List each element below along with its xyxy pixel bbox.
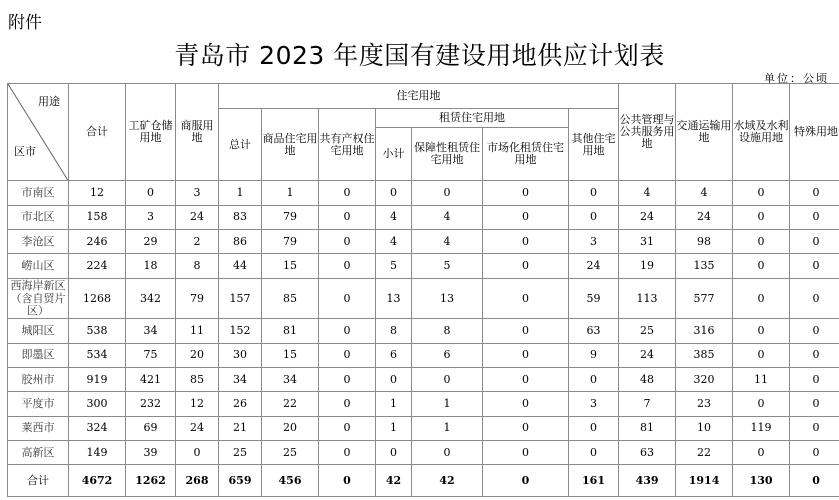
table-row	[8, 392, 839, 416]
cell-affordable-rent: 4	[412, 230, 483, 254]
cell-transport: 24	[676, 205, 733, 229]
cell-special: 0	[790, 416, 839, 440]
cell-total: 246	[69, 230, 126, 254]
cell-shared: 0	[319, 205, 376, 229]
cell-transport: 385	[676, 343, 733, 367]
cell-transport: 577	[676, 278, 733, 319]
cell-rent-subtotal: 4	[376, 230, 412, 254]
cell-commodity: 22	[262, 392, 319, 416]
cell-special: 0	[790, 465, 839, 497]
table-row	[8, 368, 839, 392]
cell-affordable-rent: 6	[412, 343, 483, 367]
header-commercial: 商服用地	[176, 84, 219, 181]
cell-water: 0	[733, 181, 790, 205]
cell-res-total: 30	[219, 343, 262, 367]
cell-public: 7	[619, 392, 676, 416]
cell-public: 439	[619, 465, 676, 497]
cell-industrial: 3	[126, 205, 176, 229]
cell-rent-subtotal: 0	[376, 181, 412, 205]
cell-transport: 4	[676, 181, 733, 205]
cell-transport: 22	[676, 441, 733, 465]
table-row	[8, 230, 839, 254]
cell-other-res: 0	[569, 416, 619, 440]
cell-commodity: 85	[262, 278, 319, 319]
district-cell: 崂山区	[8, 254, 69, 278]
table-row	[8, 343, 839, 367]
cell-special: 0	[790, 319, 839, 343]
cell-res-total: 152	[219, 319, 262, 343]
cell-other-res: 3	[569, 230, 619, 254]
cell-industrial: 18	[126, 254, 176, 278]
cell-res-total: 157	[219, 278, 262, 319]
cell-commercial: 85	[176, 368, 219, 392]
cell-commercial: 24	[176, 416, 219, 440]
cell-commodity: 25	[262, 441, 319, 465]
header-market-rent: 市场化租赁住宅用地	[483, 127, 569, 181]
cell-industrial: 69	[126, 416, 176, 440]
cell-other-res: 161	[569, 465, 619, 497]
header-industrial: 工矿仓储用地	[126, 84, 176, 181]
header-special: 特殊用地	[790, 84, 839, 181]
cell-rent-subtotal: 13	[376, 278, 412, 319]
cell-transport: 23	[676, 392, 733, 416]
header-rental: 租赁住宅用地	[376, 109, 569, 127]
cell-industrial: 1262	[126, 465, 176, 497]
cell-special: 0	[790, 343, 839, 367]
cell-water: 130	[733, 465, 790, 497]
cell-market-rent: 0	[483, 441, 569, 465]
table-row	[8, 441, 839, 465]
cell-affordable-rent: 0	[412, 368, 483, 392]
cell-commercial: 11	[176, 319, 219, 343]
header-res-total: 总计	[219, 109, 262, 181]
cell-rent-subtotal: 1	[376, 416, 412, 440]
cell-special: 0	[790, 278, 839, 319]
cell-shared: 0	[319, 343, 376, 367]
header-rent-subtotal: 小计	[376, 127, 412, 181]
cell-total: 1268	[69, 278, 126, 319]
table-row	[8, 254, 839, 278]
cell-public: 24	[619, 205, 676, 229]
district-cell: 城阳区	[8, 319, 69, 343]
cell-res-total: 44	[219, 254, 262, 278]
cell-water: 0	[733, 392, 790, 416]
cell-public: 31	[619, 230, 676, 254]
cell-industrial: 75	[126, 343, 176, 367]
cell-affordable-rent: 42	[412, 465, 483, 497]
cell-industrial: 34	[126, 319, 176, 343]
cell-affordable-rent: 4	[412, 205, 483, 229]
cell-res-total: 659	[219, 465, 262, 497]
cell-affordable-rent: 1	[412, 416, 483, 440]
cell-shared: 0	[319, 368, 376, 392]
cell-total: 300	[69, 392, 126, 416]
cell-shared: 0	[319, 181, 376, 205]
cell-commercial: 3	[176, 181, 219, 205]
cell-total: 224	[69, 254, 126, 278]
header-transport: 交通运输用地	[676, 84, 733, 181]
district-cell: 合计	[8, 465, 69, 497]
cell-water: 119	[733, 416, 790, 440]
cell-commercial: 8	[176, 254, 219, 278]
cell-rent-subtotal: 6	[376, 343, 412, 367]
cell-affordable-rent: 13	[412, 278, 483, 319]
cell-total: 12	[69, 181, 126, 205]
header-residential: 住宅用地	[219, 84, 619, 109]
cell-other-res: 9	[569, 343, 619, 367]
cell-commodity: 20	[262, 416, 319, 440]
cell-public: 19	[619, 254, 676, 278]
cell-total: 538	[69, 319, 126, 343]
cell-other-res: 63	[569, 319, 619, 343]
cell-water: 0	[733, 254, 790, 278]
cell-industrial: 39	[126, 441, 176, 465]
cell-special: 0	[790, 230, 839, 254]
cell-market-rent: 0	[483, 392, 569, 416]
cell-transport: 135	[676, 254, 733, 278]
cell-public: 81	[619, 416, 676, 440]
cell-res-total: 26	[219, 392, 262, 416]
cell-shared: 0	[319, 465, 376, 497]
cell-rent-subtotal: 42	[376, 465, 412, 497]
header-diagonal-cell	[8, 84, 69, 181]
cell-other-res: 0	[569, 441, 619, 465]
cell-rent-subtotal: 0	[376, 441, 412, 465]
attachment-label: 附件	[8, 13, 42, 33]
cell-commercial: 2	[176, 230, 219, 254]
district-cell: 西海岸新区（含自贸片区）	[8, 278, 69, 319]
district-cell: 高新区	[8, 441, 69, 465]
cell-rent-subtotal: 1	[376, 392, 412, 416]
cell-special: 0	[790, 441, 839, 465]
district-cell: 平度市	[8, 392, 69, 416]
header-affordable-rent: 保障性租赁住宅用地	[412, 127, 483, 181]
header-public: 公共管理与公共服务用地	[619, 84, 676, 181]
unit-label: 单位：公顷	[764, 72, 829, 85]
cell-water: 0	[733, 441, 790, 465]
cell-market-rent: 0	[483, 181, 569, 205]
cell-commodity: 34	[262, 368, 319, 392]
cell-market-rent: 0	[483, 343, 569, 367]
cell-commodity: 79	[262, 205, 319, 229]
cell-affordable-rent: 1	[412, 392, 483, 416]
district-cell: 即墨区	[8, 343, 69, 367]
cell-public: 25	[619, 319, 676, 343]
cell-shared: 0	[319, 254, 376, 278]
cell-market-rent: 0	[483, 278, 569, 319]
cell-transport: 10	[676, 416, 733, 440]
header-use: 用途	[38, 95, 60, 108]
header-district: 区市	[14, 145, 36, 159]
cell-other-res: 0	[569, 181, 619, 205]
cell-shared: 0	[319, 392, 376, 416]
table-row	[8, 181, 839, 205]
cell-shared: 0	[319, 278, 376, 319]
district-cell: 胶州市	[8, 368, 69, 392]
cell-water: 0	[733, 230, 790, 254]
land-supply-table	[7, 83, 839, 497]
table-row	[8, 416, 839, 440]
table-row	[8, 205, 839, 229]
cell-rent-subtotal: 0	[376, 368, 412, 392]
cell-other-res: 0	[569, 368, 619, 392]
cell-special: 0	[790, 181, 839, 205]
cell-public: 113	[619, 278, 676, 319]
cell-commodity: 1	[262, 181, 319, 205]
cell-shared: 0	[319, 416, 376, 440]
cell-total: 534	[69, 343, 126, 367]
cell-public: 24	[619, 343, 676, 367]
cell-market-rent: 0	[483, 465, 569, 497]
page-title: 青岛市 2023 年度国有建设用地供应计划表	[174, 41, 665, 70]
cell-commercial: 0	[176, 441, 219, 465]
cell-industrial: 29	[126, 230, 176, 254]
cell-commodity: 79	[262, 230, 319, 254]
cell-total: 324	[69, 416, 126, 440]
cell-other-res: 0	[569, 205, 619, 229]
cell-rent-subtotal: 8	[376, 319, 412, 343]
header-shared: 共有产权住宅用地	[319, 109, 376, 181]
cell-shared: 0	[319, 441, 376, 465]
cell-res-total: 86	[219, 230, 262, 254]
district-cell: 市南区	[8, 181, 69, 205]
cell-other-res: 59	[569, 278, 619, 319]
cell-special: 0	[790, 205, 839, 229]
cell-affordable-rent: 0	[412, 181, 483, 205]
cell-water: 0	[733, 319, 790, 343]
cell-market-rent: 0	[483, 254, 569, 278]
cell-public: 4	[619, 181, 676, 205]
cell-market-rent: 0	[483, 416, 569, 440]
district-cell: 李沧区	[8, 230, 69, 254]
header-total: 合计	[69, 84, 126, 181]
cell-commodity: 15	[262, 343, 319, 367]
cell-res-total: 21	[219, 416, 262, 440]
cell-commercial: 12	[176, 392, 219, 416]
cell-water: 0	[733, 205, 790, 229]
cell-transport: 1914	[676, 465, 733, 497]
cell-industrial: 232	[126, 392, 176, 416]
cell-transport: 98	[676, 230, 733, 254]
cell-other-res: 24	[569, 254, 619, 278]
cell-market-rent: 0	[483, 205, 569, 229]
cell-special: 0	[790, 392, 839, 416]
header-water: 水域及水利设施用地	[733, 84, 790, 181]
cell-commodity: 15	[262, 254, 319, 278]
cell-shared: 0	[319, 230, 376, 254]
header-commodity: 商品住宅用地	[262, 109, 319, 181]
total-row	[8, 465, 839, 497]
cell-commercial: 20	[176, 343, 219, 367]
table-row	[8, 278, 839, 319]
cell-rent-subtotal: 5	[376, 254, 412, 278]
cell-res-total: 83	[219, 205, 262, 229]
cell-total: 919	[69, 368, 126, 392]
cell-rent-subtotal: 4	[376, 205, 412, 229]
cell-commodity: 81	[262, 319, 319, 343]
cell-water: 11	[733, 368, 790, 392]
cell-special: 0	[790, 368, 839, 392]
cell-public: 48	[619, 368, 676, 392]
cell-industrial: 0	[126, 181, 176, 205]
cell-affordable-rent: 0	[412, 441, 483, 465]
cell-market-rent: 0	[483, 230, 569, 254]
cell-other-res: 3	[569, 392, 619, 416]
cell-industrial: 342	[126, 278, 176, 319]
table-row	[8, 319, 839, 343]
cell-market-rent: 0	[483, 368, 569, 392]
cell-commercial: 79	[176, 278, 219, 319]
cell-total: 158	[69, 205, 126, 229]
cell-commodity: 456	[262, 465, 319, 497]
cell-res-total: 34	[219, 368, 262, 392]
cell-affordable-rent: 8	[412, 319, 483, 343]
district-cell: 莱西市	[8, 416, 69, 440]
cell-special: 0	[790, 254, 839, 278]
cell-water: 0	[733, 343, 790, 367]
cell-total: 4672	[69, 465, 126, 497]
cell-res-total: 1	[219, 181, 262, 205]
cell-market-rent: 0	[483, 319, 569, 343]
cell-water: 0	[733, 278, 790, 319]
cell-public: 63	[619, 441, 676, 465]
cell-total: 149	[69, 441, 126, 465]
district-cell: 市北区	[8, 205, 69, 229]
cell-transport: 320	[676, 368, 733, 392]
header-other-res: 其他住宅用地	[569, 109, 619, 181]
cell-res-total: 25	[219, 441, 262, 465]
cell-commercial: 268	[176, 465, 219, 497]
cell-commercial: 24	[176, 205, 219, 229]
cell-transport: 316	[676, 319, 733, 343]
cell-shared: 0	[319, 319, 376, 343]
cell-industrial: 421	[126, 368, 176, 392]
cell-affordable-rent: 5	[412, 254, 483, 278]
